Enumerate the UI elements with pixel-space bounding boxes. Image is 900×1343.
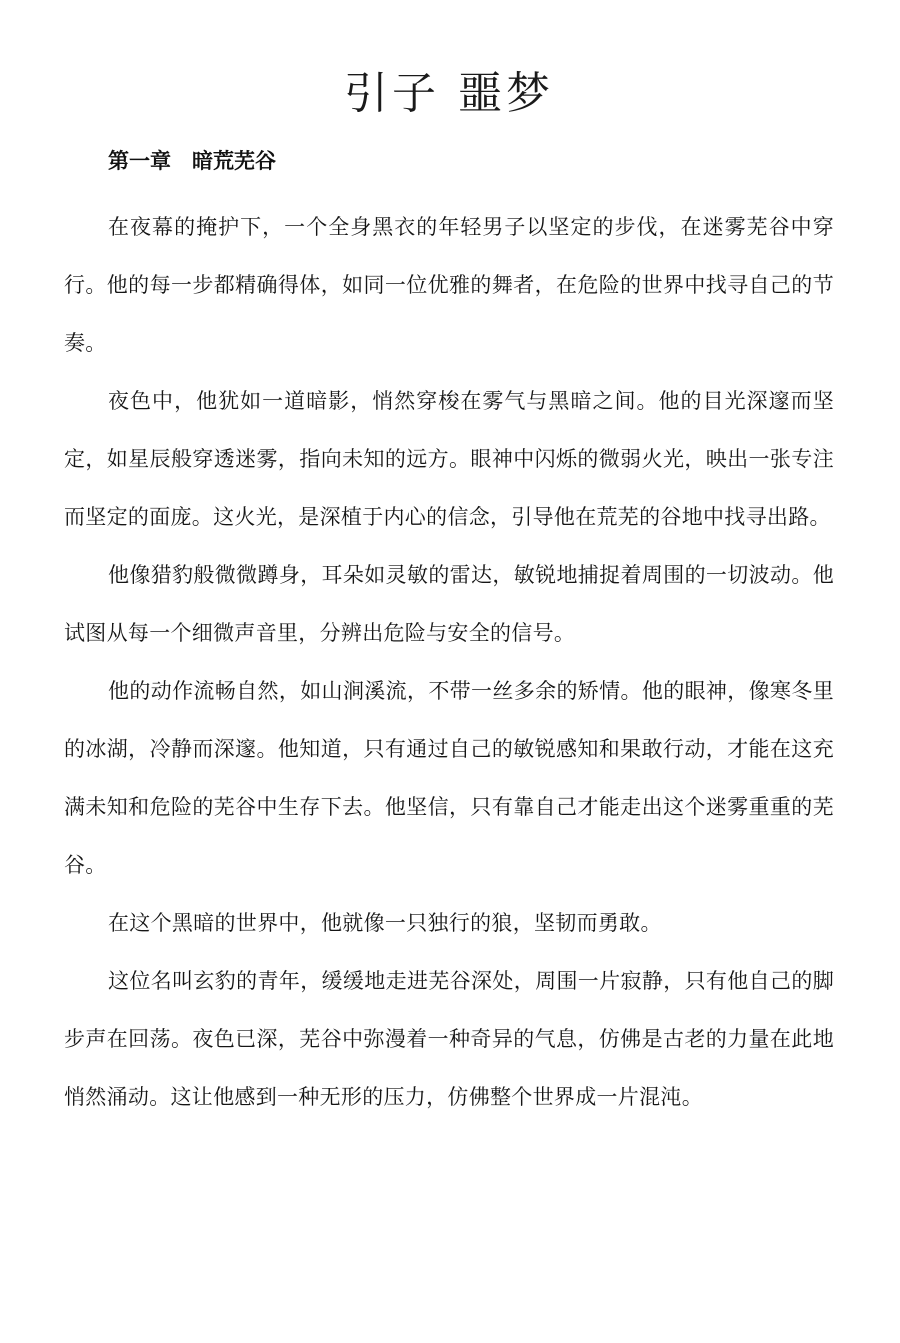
paragraph-4: 他的动作流畅自然，如山涧溪流，不带一丝多余的矫情。他的眼神，像寒冬里的冰湖，冷静而深邃。他知道，只有通过自己的敏锐感知和果敢行动，才能在这充满未知和危险的芜谷中生存下去。他坚信，只有靠自己才能走出这个迷雾重重的芜谷。 <box>64 679 834 877</box>
paragraph-3: 他像猎豹般微微蹲身，耳朵如灵敏的雷达，敏锐地捕捉着周围的一切波动。他试图从每一个细微声音里，分辨出危险与安全的信号。 <box>64 563 834 645</box>
paragraph-1: 在夜幕的掩护下，一个全身黑衣的年轻男子以坚定的步伐，在迷雾芜谷中穿行。他的每一步都精确得体，如同一位优雅的舞者，在危险的世界中找寻自己的节奏。 <box>64 215 834 355</box>
paragraph-5: 在这个黑暗的世界中，他就像一只独行的狼，坚韧而勇敢。 <box>108 911 662 935</box>
chapter-heading: 第一章 暗荒芜谷 <box>108 149 276 173</box>
paragraph-6: 这位名叫玄豹的青年，缓缓地走进芜谷深处，周围一片寂静，只有他自己的脚步声在回荡。夜色已深，芜谷中弥漫着一种奇异的气息，仿佛是古老的力量在此地悄然涌动。这让他感到一种无形的压力，仿佛整个世界成一片混沌。 <box>64 969 834 1109</box>
page-title: 引子 噩梦 <box>344 68 554 119</box>
paragraph-2: 夜色中，他犹如一道暗影，悄然穿梭在雾气与黑暗之间。他的目光深邃而坚定，如星辰般穿透迷雾，指向未知的远方。眼神中闪烁的微弱火光，映出一张专注而坚定的面庞。这火光，是深植于内心的信念，引导他在荒芜的谷地中找寻出路。 <box>64 389 834 529</box>
